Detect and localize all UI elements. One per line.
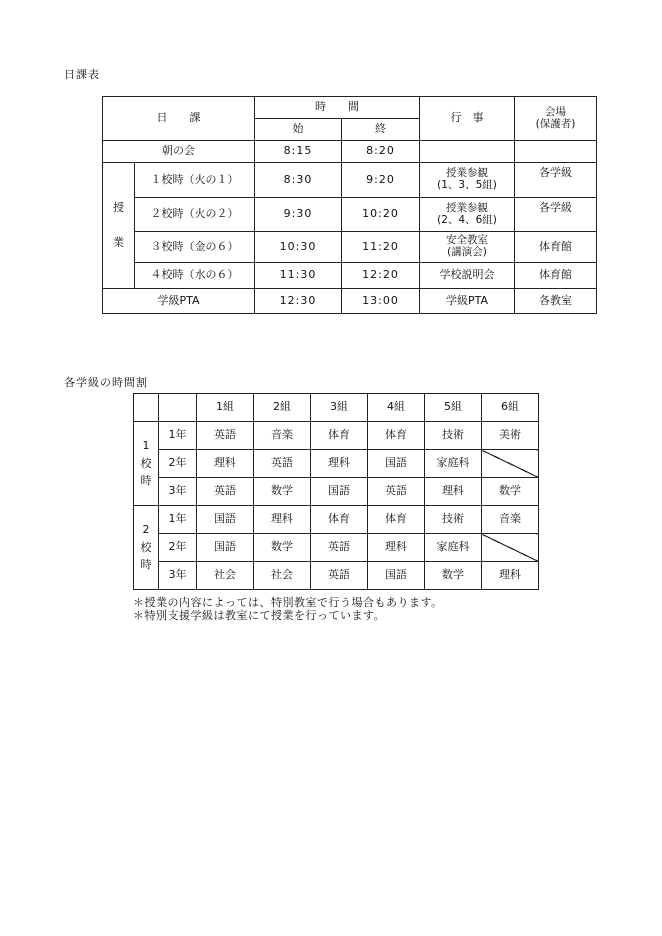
subject-cell: 体育: [311, 506, 368, 534]
row-end: 10:20: [342, 198, 420, 232]
subject-cell: 英語: [311, 562, 368, 590]
subject-cell: 数学: [254, 534, 311, 562]
row-name: ２校時（火の２）: [135, 198, 255, 232]
corner-cell: [134, 394, 159, 422]
subject-cell: 国語: [368, 450, 425, 478]
subject-cell: 体育: [368, 506, 425, 534]
note-line: ＊特別支援学級は教室にて授業を行っています。: [133, 609, 386, 622]
subject-cell: 理科: [482, 562, 539, 590]
subject-cell: 国語: [197, 506, 254, 534]
row-name: 学級PTA: [103, 289, 255, 314]
row-end: 11:20: [342, 232, 420, 263]
row-event: [420, 141, 515, 163]
subject-cell: 英語: [197, 422, 254, 450]
notes: [133, 596, 443, 622]
subject-cell: 理科: [368, 534, 425, 562]
grade-label: 3年: [159, 478, 197, 506]
subject-cell: 体育: [311, 422, 368, 450]
grade-label: 2年: [159, 450, 197, 478]
grade-label: 1年: [159, 506, 197, 534]
subject-cell: 技術: [425, 422, 482, 450]
subject-cell: 国語: [368, 562, 425, 590]
row-event: 学校説明会: [420, 263, 515, 289]
schedule-table: [102, 96, 597, 314]
subject-cell: 数学: [425, 562, 482, 590]
subject-cell: 体育: [368, 422, 425, 450]
row-event: 学級PTA: [420, 289, 515, 314]
row-start: 11:30: [255, 263, 342, 289]
class-header: 1組: [197, 394, 254, 422]
empty-diagonal-cell: [482, 450, 539, 478]
subject-cell: 音楽: [254, 422, 311, 450]
schedule-title: 日課表: [64, 68, 100, 81]
class-header: 2組: [254, 394, 311, 422]
grade-label: 1年: [159, 422, 197, 450]
header-nikka: 日 課: [103, 97, 255, 141]
jugyo-label: 授 業: [103, 163, 135, 289]
grade-label: 2年: [159, 534, 197, 562]
subject-cell: 数学: [254, 478, 311, 506]
subject-cell: 理科: [254, 506, 311, 534]
subject-cell: 家庭科: [425, 450, 482, 478]
timetable: [133, 393, 539, 590]
row-venue: 体育館: [515, 232, 597, 263]
timetable-title: 各学級の時間割: [64, 376, 148, 389]
header-end: 終: [342, 119, 420, 141]
row-end: 9:20: [342, 163, 420, 198]
row-name: １校時（火の１）: [135, 163, 255, 198]
row-end: 8:20: [342, 141, 420, 163]
row-event: 安全教室 (講演会): [420, 232, 515, 263]
subject-cell: 社会: [197, 562, 254, 590]
subject-cell: 理科: [311, 450, 368, 478]
subject-cell: 家庭科: [425, 534, 482, 562]
row-venue: 各教室: [515, 289, 597, 314]
empty-diagonal-cell: [482, 534, 539, 562]
row-name: ４校時（水の６）: [135, 263, 255, 289]
row-name: 朝の会: [103, 141, 255, 163]
corner-cell: [159, 394, 197, 422]
subject-cell: 音楽: [482, 506, 539, 534]
row-event: 授業参観 (1、3、5組): [420, 163, 515, 198]
class-header: 3組: [311, 394, 368, 422]
class-header: 5組: [425, 394, 482, 422]
row-start: 10:30: [255, 232, 342, 263]
subject-cell: 英語: [311, 534, 368, 562]
row-name: ３校時（金の６）: [135, 232, 255, 263]
row-start: 8:15: [255, 141, 342, 163]
subject-cell: 技術: [425, 506, 482, 534]
subject-cell: 美術: [482, 422, 539, 450]
period-label: 2 校 時: [134, 506, 159, 590]
row-event: 授業参観 (2、4、6組): [420, 198, 515, 232]
subject-cell: 英語: [254, 450, 311, 478]
row-start: 8:30: [255, 163, 342, 198]
header-start: 始: [255, 119, 342, 141]
subject-cell: 理科: [425, 478, 482, 506]
class-header: 4組: [368, 394, 425, 422]
note-line: ＊授業の内容によっては、特別教室で行う場合もあります。: [133, 596, 443, 609]
subject-cell: 国語: [197, 534, 254, 562]
row-venue: 体育館: [515, 263, 597, 289]
subject-cell: 国語: [311, 478, 368, 506]
subject-cell: 英語: [197, 478, 254, 506]
row-end: 13:00: [342, 289, 420, 314]
row-venue: 各学級: [515, 198, 597, 232]
row-venue: 各学級: [515, 163, 597, 198]
row-venue: [515, 141, 597, 163]
grade-label: 3年: [159, 562, 197, 590]
subject-cell: 理科: [197, 450, 254, 478]
row-start: 9:30: [255, 198, 342, 232]
subject-cell: 社会: [254, 562, 311, 590]
class-header: 6組: [482, 394, 539, 422]
header-event: 行 事: [420, 97, 515, 141]
header-jikan: 時 間: [255, 97, 420, 119]
period-label: 1 校 時: [134, 422, 159, 506]
subject-cell: 数学: [482, 478, 539, 506]
header-venue: 会場 (保護者): [515, 97, 597, 141]
subject-cell: 英語: [368, 478, 425, 506]
row-start: 12:30: [255, 289, 342, 314]
row-end: 12:20: [342, 263, 420, 289]
